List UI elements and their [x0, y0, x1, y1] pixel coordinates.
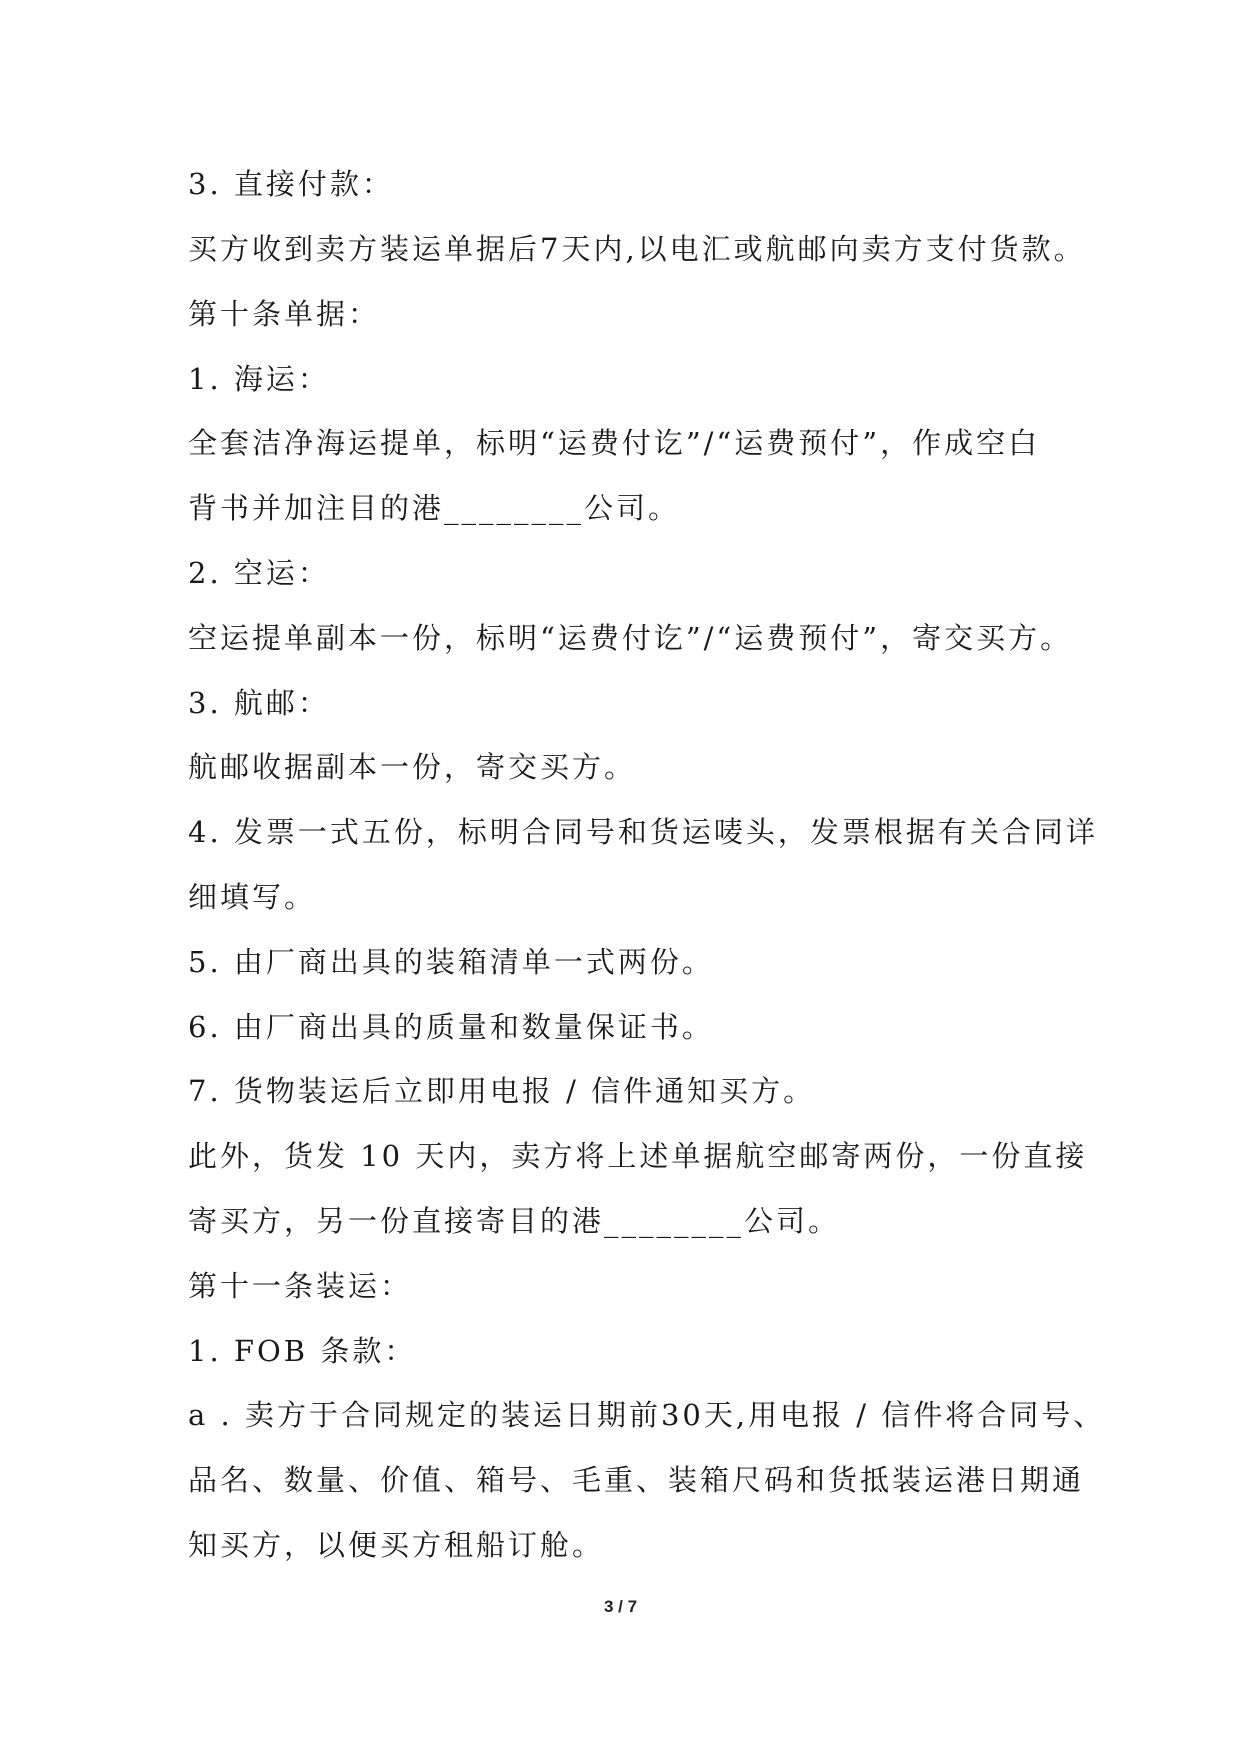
text-line: 第十条单据： [188, 297, 381, 331]
text-line: 空运提单副本一份，标明“运费付讫”/“运费预付”，寄交买方。 [188, 621, 1073, 655]
text-line: 寄买方，另一份直接寄目的港________公司。 [188, 1204, 841, 1238]
text-line: 买方收到卖方装运单据后7天内,以电汇或航邮向卖方支付货款。 [188, 232, 1086, 266]
text-line: 品名、数量、价值、箱号、毛重、装箱尺码和货抵装运港日期通 [188, 1463, 1085, 1497]
text-line: 1. FOB 条款： [188, 1334, 417, 1368]
text-line: 知买方，以便买方租船订舱。 [188, 1528, 605, 1562]
text-line: 5. 由厂商出具的装箱清单一式两份。 [188, 945, 714, 979]
page-number: 3 / 7 [603, 1597, 638, 1616]
text-line: 7. 货物装运后立即用电报 / 信件通知买方。 [188, 1074, 816, 1108]
text-line: 6. 由厂商出具的质量和数量保证书。 [188, 1010, 714, 1044]
text-line: 2. 空运： [188, 556, 330, 590]
text-line: 细填写。 [188, 880, 317, 914]
text-line: a . 卖方于合同规定的装运日期前30天,用电报 / 信件将合同号、 [188, 1398, 1106, 1432]
text-line: 航邮收据副本一份，寄交买方。 [188, 750, 637, 784]
text-line: 1. 海运： [188, 362, 330, 396]
text-line: 4. 发票一式五份，标明合同号和货运唛头，发票根据有关合同详 [188, 815, 1098, 849]
text-line: 3. 航邮： [188, 686, 330, 720]
text-line: 第十一条装运： [188, 1269, 413, 1303]
text-line: 背书并加注目的港________公司。 [188, 491, 681, 525]
text-line: 3. 直接付款： [188, 167, 394, 201]
text-line: 此外，货发 10 天内，卖方将上述单据航空邮寄两份，一份直接 [188, 1139, 1088, 1173]
text-line: 全套洁净海运提单，标明“运费付讫”/“运费预付”，作成空白 [188, 426, 1041, 460]
